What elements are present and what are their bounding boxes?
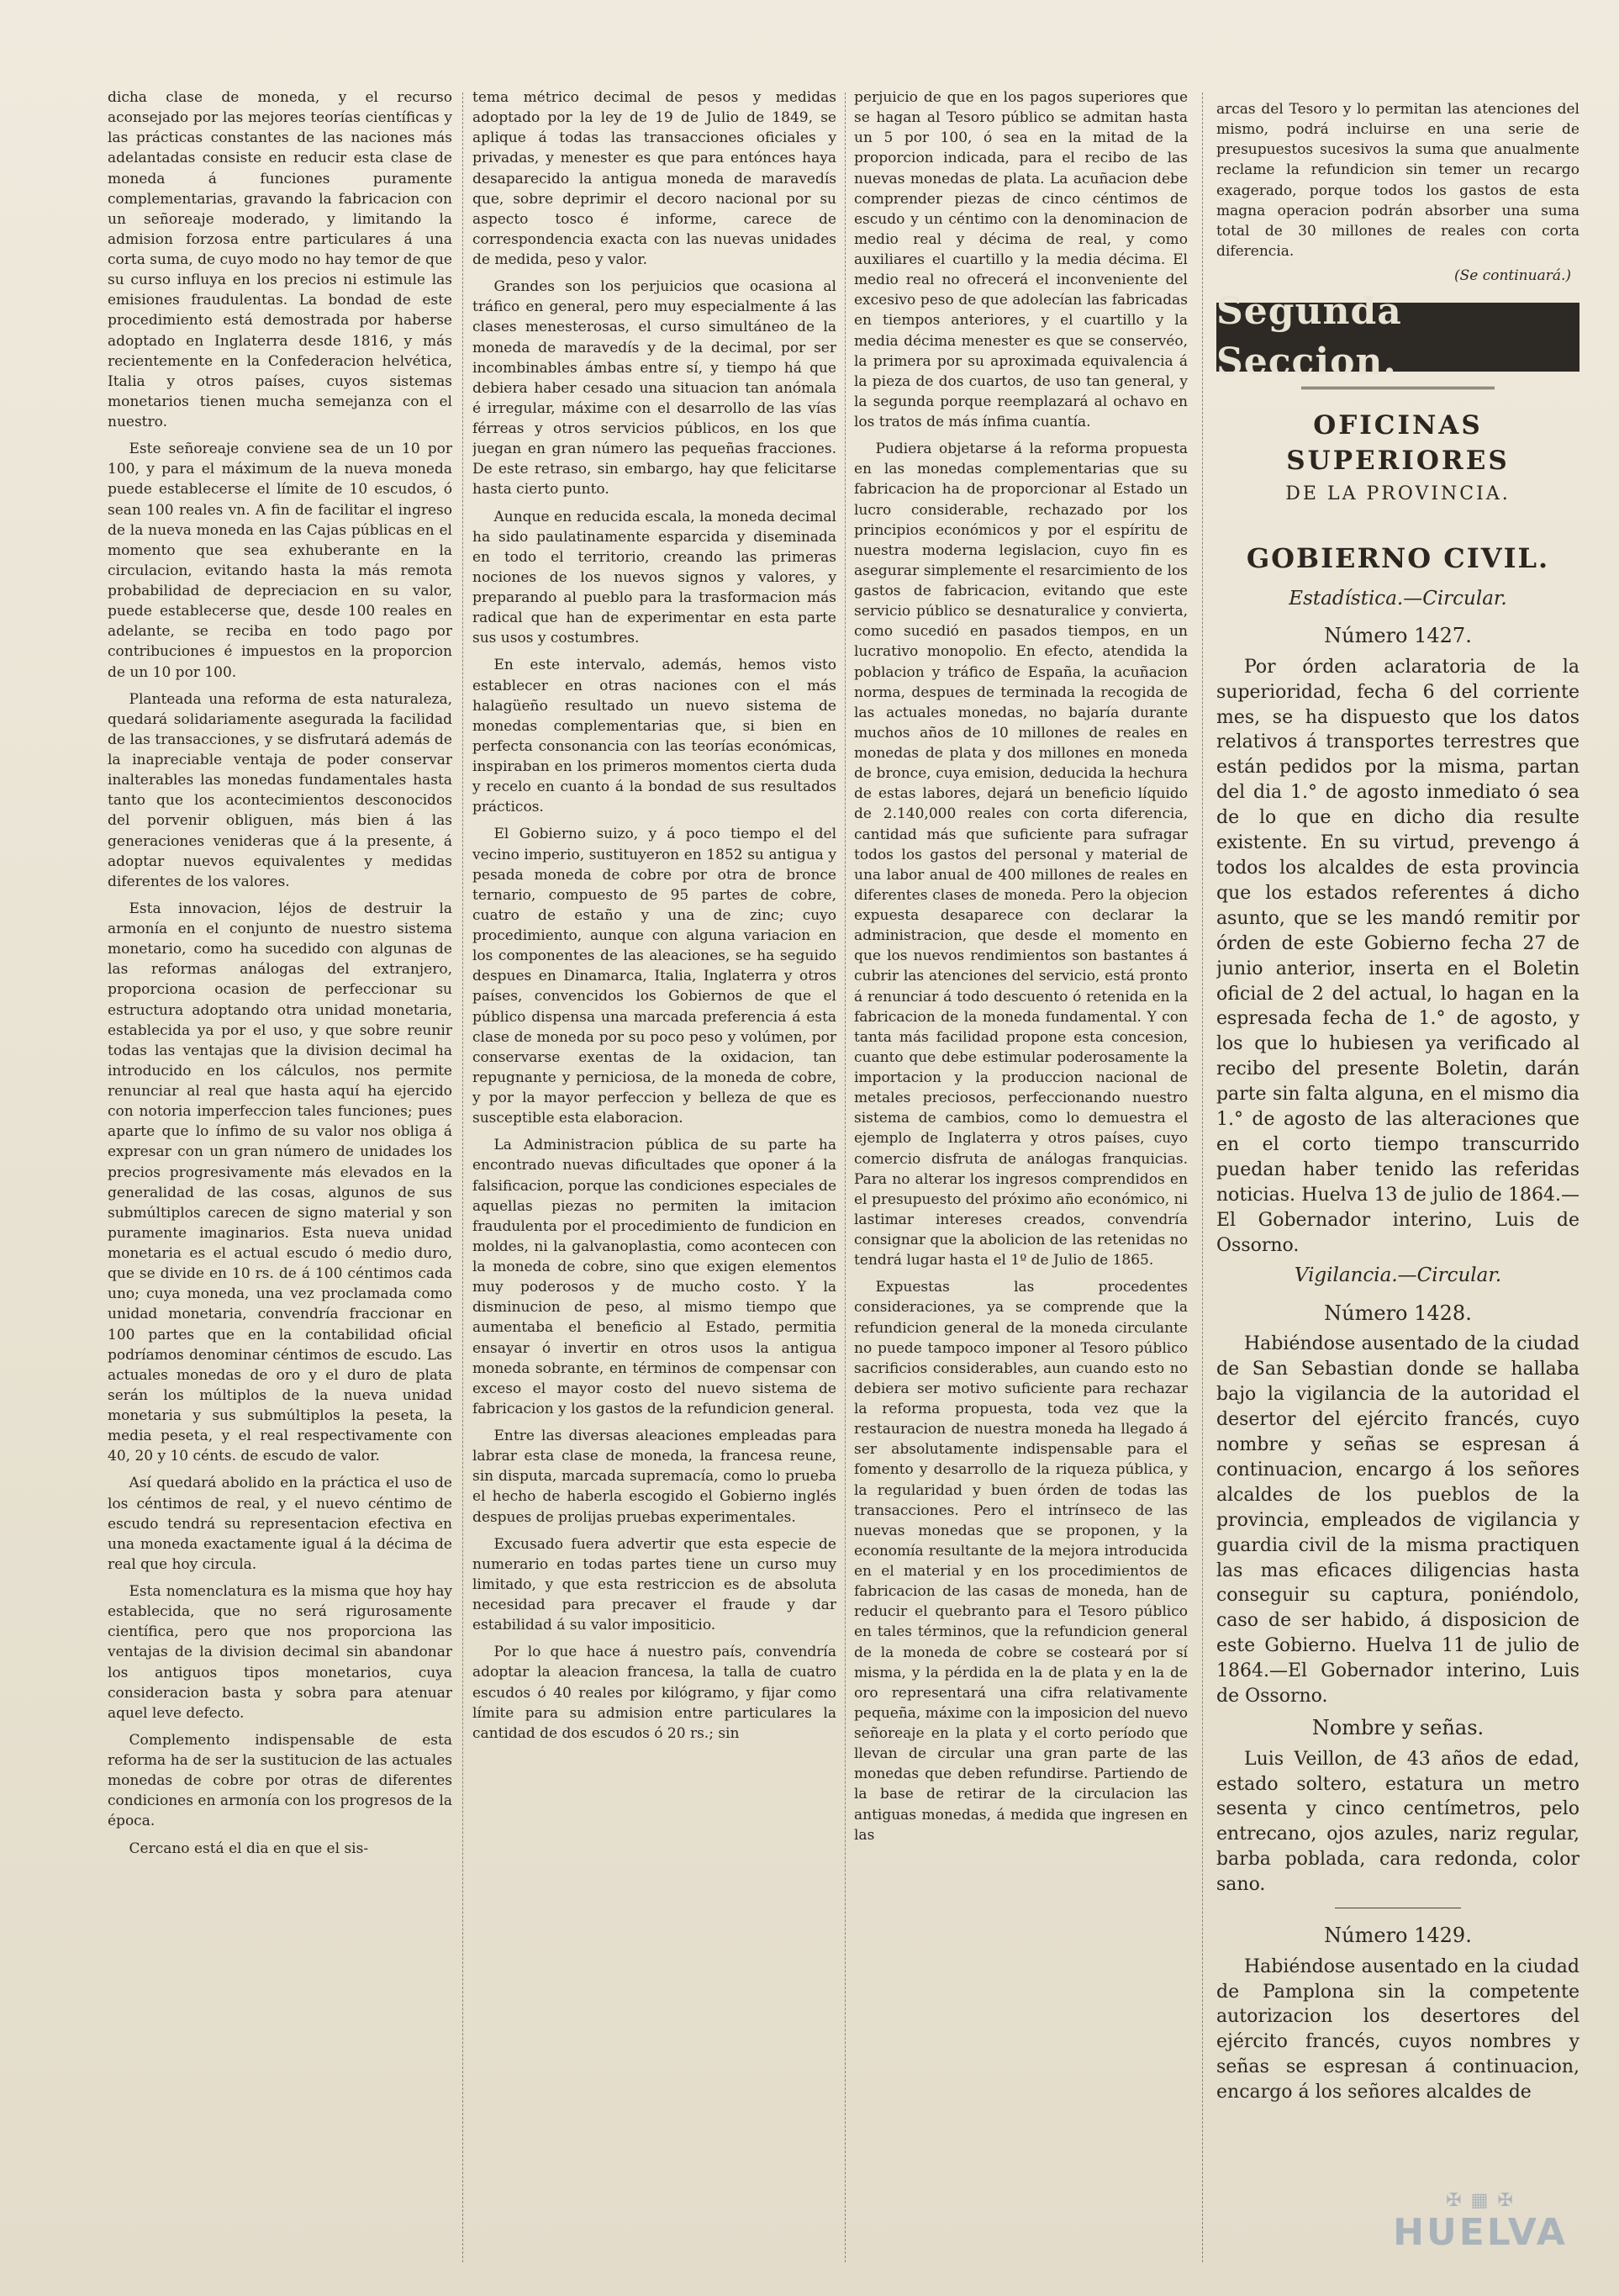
- column-1: [108, 87, 452, 2271]
- paragraph: Así quedará abolido en la práctica el uso de los céntimos de real, y el nuevo céntimo de escudo tendrá su representacion efectiva en una moneda exactamente igual á la décima de real que hoy circula.: [108, 1475, 452, 1573]
- paragraph: Expuestas las procedentes consideraciones, ya se comprende que la refundicion general de la moneda circulante no puede tampoco imponer al Tesoro público sacrificios considerables, aun cuando esto no debiera ser motivo suficiente para rechazar la reforma propuesta, toda vez que la restauracion de nuestra moneda ha llegado á ser absolutamente indispensable para el fomento y desarrollo de la riqueza pública, y la regularidad y buen órden de todas las transacciones. Pero el intrínseco de las nuevas monedas que se proponen, y la economía resultante de la mejora introducida en el material y en los procedimientos de fabricacion de las casas de moneda, han de reducir el quebranto para el Tesoro público en tales términos, que la refundicion general de la moneda de cobre se costeará por sí misma, y la pérdida en la de plata y en la de oro representará una cifra relativamente pequeña, máxime con la imposicion del nuevo señoreaje en la plata y el corto período que llevan de circular una gran parte de las monedas que deben refundirse. Partiendo de la base de retirar de la circulacion las antiguas monedas, á medida que ingresen en las: [854, 1279, 1188, 1844]
- paragraph: Complemento indispensable de esta reforma ha de ser la sustitucion de las actuales monedas de cobre por otras de diferentes condiciones en armonía con los progresos de la época.: [108, 1731, 452, 1830]
- paragraph: Por lo que hace á nuestro país, convendría adoptar la aleacion francesa, la talla de cuatro escudos ó 40 reales por kilógramo, y fijar como límite para su admision entre particulares la cantidad de dos escudos ó 20 rs.; sin: [472, 1644, 836, 1742]
- paragraph: Este señoreaje conviene sea de un 10 por 100, y para el máximum de la nueva moneda puede establecerse el límite de 10 escudos, ó sean 100 reales vn. A fin de facilitar el ingreso de la nueva moneda en las Cajas públicas en el momento que sea exhuberante en la circulacion, evitando hasta la más remota probabilidad de depreciacion en su valor, puede establecerse que, desde 100 reales en adelante, se reciba en todo pago por contribuciones é impuestos en la proporcion de un 10 por 100.: [108, 441, 452, 681]
- paragraph: Aunque en reducida escala, la moneda decimal ha sido paulatinamente esparcida y diseminada en todo el territorio, creando las primeras nociones de los nuevos signos y valores, y preparando al pueblo para la trasformacion más radical que han de experimentar en esta parte sus usos y costumbres.: [472, 508, 836, 647]
- paragraph: Pudiera objetarse á la reforma propuesta en las monedas complementarias que su fabricacion ha de proporcionar al Estado un lucro considerable, rechazado por los principios económicos y por el espíritu de nuestra moderna legislacion, cuyo fin es asegurar simplemente el resarcimiento de los gastos de fabricacion, evitando que este servicio público se desnaturalice y convierta, como sucedió en pasados tiempos, en un lucrativo monopolio. En efecto, atendida la poblacion y tráfico de España, la acuñacion norma, despues de terminada la recogida de las actuales monedas, no bajaría durante muchos años de 10 millones de reales en monedas de plata y dos millones en moneda de bronce, cuya emision, deducida la hechura de estas labores, dejará un beneficio líquido de 2.140,000 reales con corta diferencia, cantidad más que suficiente para sufragar todos los gastos del personal y material de una labor anual de 400 millones de reales en diferentes clases de moneda. Pero la objecion expuesta desaparece con declarar la administracion, que desde el momento en que los nuevos rendimientos son bastantes á cubrir las atenciones del servicio, está pronto á renunciar á todo descuento ó retenida en la fabricacion de la moneda fundamental. Y con tanta más facilidad propone esta concesion, cuanto que debe estimular poderosamente la importacion y la produccion nacional de metales preciosos, perfeccionando nuestro sistema de cambios, como lo demuestra el ejemplo de Inglaterra y otros países, cuyo comercio disfruta de análogas franquicias. Para no alterar los ingresos comprendidos en el presupuesto del próximo año económico, ni lastimar intereses creados, convendría consignar que la abolicion de las retenidas no tendrá lugar hasta el 1º de Julio de 1865.: [854, 441, 1188, 1269]
- column-2: [472, 87, 836, 2271]
- paragraph: perjuicio de que en los pagos superiores que se hagan al Tesoro público se admitan hasta un 5 por 100, ó sea en la mitad de la proporcion indicada, para el recibo de las nuevas monedas de plata. La acuñacion debe comprender piezas de cinco céntimos de escudo y un céntimo con la denominacion de medio real y décima de real, y como auxiliares el cuartillo y la media décima. El medio real no ofrecerá el inconveniente del excesivo peso de que adolecían las fabricadas en tiempos anteriores, y el cuartillo y la media décima menester es que se conservéo, la primera por su aproximada equivalencia á la pieza de dos cuartos, de uso tan general, y la segunda porque reemplazará al ochavo en los tratos de más ínfima cuantía.: [854, 89, 1188, 430]
- paragraph: Planteada una reforma de esta naturaleza, quedará solidariamente asegurada la facilidad de las transacciones, y se disfrutará además de la inapreciable ventaja de poder conservar inalterables las monedas fundamentales hasta tanto que los acontecimientos desconocidos del porvenir obliguen, más bien á las generaciones venideras que á la presente, á adoptar nuevos equivalentes y medidas diferentes de los valores.: [108, 690, 452, 890]
- paragraph: Cercano está el dia en que el sis-: [129, 1839, 369, 1857]
- paragraph: Esta nomenclatura es la misma que hoy hay establecida, que no será rigurosamente científica, pero que nos proporciona las ventajas de la division decimal sin abandonar los antiguos tipos monetarios, cuya consideracion basta y sobra para atenuar aquel leve defecto.: [108, 1583, 452, 1722]
- column-4: [1216, 99, 1579, 2271]
- paragraph: El Gobierno suizo, y á poco tiempo el del vecino imperio, sustituyeron en 1852 su antigua y pesada moneda de cobre por otra de bronce ternario, compuesto de 95 partes de cobre, cuatro de estaño y una de zinc; cuyo procedimiento, aunque con alguna variacion en los componentes de las aleaciones, se ha seguido despues en Dinamarca, Italia, Inglaterra y otros países, convencidos los Gobiernos de que el público dispensa una marcada preferencia á esta clase de moneda por su poco peso y volúmen, por conservarse exentas de la oxidacion, tan repugnante y perniciosa, de la moneda de cobre, y por la mayor perfeccion y belleza de que es susceptible esta elaboracion.: [472, 826, 836, 1127]
- paragraph: Grandes son los perjuicios que ocasiona al tráfico en general, pero muy especialmente á las clases menesterosas, el curso simultáneo de la moneda de maravedís y de la decimal, por ser incombinables ámbas entre sí, y tiempo há que debiera haber cesado una situacion tan anómala é irregular, máxime con el desarrollo de las vías férreas y otros servicios públicos, en los que juegan en gran número las pequeñas fracciones. De este retraso, sin embargo, hay que felicitarse hasta cierto punto.: [472, 278, 836, 499]
- column-divider: [845, 92, 846, 2262]
- column-divider: [1202, 92, 1203, 2262]
- paragraph: La Administracion pública de su parte ha encontrado nuevas dificultades que oponer á la falsificacion, porque las condiciones especiales de aquellas piezas no permiten la imitacion fraudulenta por el procedimiento de fundicion en moldes, ni la galvanoplastia, como acontecen con la moneda de cobre, sino que exigen elementos muy poderosos y de mucho costo. Y la disminucion de peso, al mismo tiempo que aumentaba el beneficio al Estado, permitia ensayar ó invertir en otros usos la antigua moneda sobrante, en términos de compensar con exceso el mayor costo del nuevo sistema de fabricacion y los gastos de la refundicion general.: [472, 1137, 836, 1417]
- column-divider: [462, 92, 463, 2262]
- paragraph: arcas del Tesoro y lo permitan las atenciones del mismo, podrá incluirse en una serie de presupuestos sucesivos la suma que anualmente reclame la refundicion sin temer un recargo exagerado, porque todos los gastos de esta magna operacion podrán absorber una suma total de 30 millones de reales con corta diferencia.: [1216, 101, 1579, 260]
- paragraph: Por órden aclaratoria de la superioridad, fecha 6 del corriente mes, se ha dispuesto que los datos relativos á transportes terrestres que están pedidos por la misma, partan del dia 1.° de agosto inmediato ó sea de lo que en dicho dia resulte existente. En su virtud, prevengo á todos los alcaldes de esta provincia que los estados referentes á dicho asunto, que se les mandó remitir por órden de este Gobierno fecha 27 de junio anterior, inserta en el Boletin oficial de 2 del actual, lo hagan en la espresada fecha de 1.° de agosto, y los que lo hubiesen ya verificado al recibo del presente Boletin, darán parte sin falta alguna, en el mismo dia 1.° de agosto de las alteraciones que en el corto tiempo transcurrido puedan haber tenido las referidas noticias. Huelva 13 de julio de 1864.—El Gobernador interino, Luis de Ossorno.: [1216, 656, 1579, 1256]
- continued-note: (Se continuará.): [1453, 267, 1571, 284]
- library-seal-icon: ✠ ▦ ✠: [1446, 2190, 1515, 2211]
- paragraph: Esta innovacion, léjos de destruir la armonía en el conjunto de nuestro sistema monetario, como ha sucedido con algunas de las reformas análogas del extranjero, proporciona ocasion de perfeccionar su estructura adoptando otra unidad monetaria, establecida ya por el uso, y que sobre reunir todas las ventajas que la division decimal ha introducido en los cálculos, nos permite renunciar al real que hasta aquí ha ejercido con notoria imperfeccion tales funciones; pues aparte que lo ínfimo de su valor nos obliga á expresar con un gran número de unidades los precios progresivamente más elevados en la generalidad de las cosas, algunos de sus submúltiplos carecen de signo material y son puramente imaginarios. Esta nueva unidad monetaria es el actual escudo ó medio duro, que se divide en 10 rs. de á 100 céntimos cada uno; cuya moneda, una vez proclamada como unidad monetaria, convendría fraccionar en 100 partes que en la contabilidad oficial podríamos denominar céntimos de escudo. Las actuales monedas de oro y el duro de plata serán los múltiplos de la nueva unidad monetaria y sus submúltiplos la peseta, la media peseta, y el real respectivamente con 40, 20 y 10 cénts. de escudo de valor.: [108, 900, 452, 1465]
- subheading-vigilancia: Vigilancia.—Circular.: [1294, 1264, 1502, 1287]
- library-stamp: [1392, 2190, 1569, 2266]
- names-heading: Nombre y señas.: [1311, 1715, 1485, 1739]
- section-title: OFICINAS SUPERIORES: [1286, 410, 1510, 477]
- notice-number: Número 1428.: [1324, 1301, 1472, 1325]
- government-heading: GOBIERNO CIVIL.: [1246, 542, 1550, 575]
- subheading-estadistica: Estadística.—Circular.: [1289, 587, 1507, 610]
- paragraph: Excusado fuera advertir que esta especie de numerario en todas partes tiene un curso muy limitado, y que esta restriccion es de absoluta necesidad para precaver el fraude y dar estabilidad á su valor impositicio.: [472, 1535, 836, 1634]
- stamp-text: HUELVA: [1393, 2211, 1568, 2254]
- notice-number: Número 1427.: [1324, 624, 1472, 648]
- notice-number: Número 1429.: [1324, 1924, 1472, 1948]
- paragraph: En este intervalo, además, hemos visto establecer en otras naciones con el más halagüeño resultado un nuevo sistema de monedas complementarias que, si bien en perfecta consonancia con las teorías económicas, inspiraban en los primeros momentos cierta duda y recelo en cuanto á la bondad de sus resultados prácticos.: [472, 657, 836, 816]
- paragraph: Luis Veillon, de 43 años de edad, estado soltero, estatura un metro sesenta y cinco centímetros, pelo entrecano, ojos azules, nariz regular, barba poblada, cara redonda, color sano.: [1216, 1748, 1579, 1896]
- paragraph: tema métrico decimal de pesos y medidas adoptado por la ley de 19 de Julio de 1849, se aplique á todas las transacciones oficiales y privadas, y menester es que para entónces haya desaparecido la antigua moneda de maravedís que, sobre deprimir el decoro nacional por su aspecto tosco é informe, carece de correspondencia exacta con las nuevas unidades de medida, peso y valor.: [472, 89, 836, 268]
- paragraph: Entre las diversas aleaciones empleadas para labrar esta clase de moneda, la francesa reune, sin disputa, marcada supremacía, como lo prueba el hecho de haberla escogido el Gobierno inglés despues de prolijas pruebas experimentales.: [472, 1428, 836, 1526]
- paragraph: Habiéndose ausentado de la ciudad de San Sebastian donde se hallaba bajo la vigilancia de la autoridad el desertor del ejército francés, cuyo nombre y señas se espresan á continuacion, encargo á los señores alcaldes de los pueblos de la provincia, empleados de vigilancia y guardia civil de la misma practiquen las mas eficaces diligencias hasta conseguir su captura, poniéndolo, caso de ser habido, á disposicion de este Gobierno. Huelva 11 de julio de 1864.—El Gobernador interino, Luis de Ossorno.: [1216, 1333, 1579, 1707]
- section-subtitle: DE LA PROVINCIA.: [1285, 483, 1511, 505]
- column-3: [854, 87, 1188, 2271]
- paragraph: dicha clase de moneda, y el recurso aconsejado por las mejores teorías científicas y las prácticas constantes de las naciones más adelantadas consiste en reducir esta clase de moneda á funciones puramente complementarias, gravando la fabricacion con un señoreaje moderado, y limitando la admision forzosa entre particulares á una corta suma, de cuyo modo no hay temor de que su curso influya en los precios ni estimule las emisiones fraudulentas. La bondad de este procedimiento está demostrada por haberse adoptado en Inglaterra desde 1816, y más recientemente en la Confederacion helvética, Italia y otros países, cuyos sistemas monetarios tienen mucha semejanza con el nuestro.: [108, 89, 452, 430]
- section-band: Segunda Seccion.: [1216, 303, 1579, 372]
- paragraph: Habiéndose ausentado en la ciudad de Pamplona sin la competente autorizacion los desertores del ejército francés, cuyos nombres y señas se espresan á continuacion, encargo á los señores alcaldes de: [1216, 1956, 1579, 2103]
